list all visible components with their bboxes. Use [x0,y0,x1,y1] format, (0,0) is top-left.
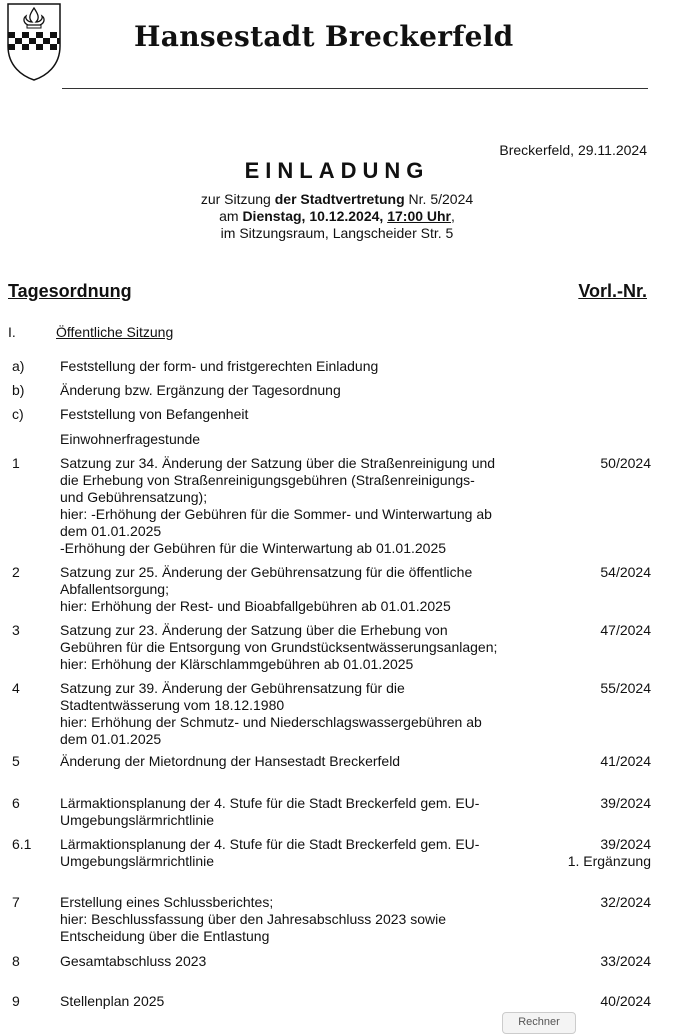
agenda-item-number: c) [12,406,24,422]
agenda-item-line: Änderung bzw. Ergänzung der Tagesordnung [60,382,341,398]
city-name: Hansestadt Breckerfeld [134,20,514,53]
agenda-item-text [60,622,530,673]
agenda-item-reference [600,993,651,1010]
reference-line: 50/2024 [600,455,651,471]
reference-heading: Vorl.-Nr. [578,281,647,301]
agenda-item-number: 4 [12,680,20,696]
header-divider [62,88,648,89]
agenda-item-text [60,358,530,375]
line2-bold: Dienstag, 10.12.2024, [242,208,388,224]
agenda-item-reference [600,455,651,472]
invitation-line-2 [0,208,674,225]
agenda-item-number: b) [12,382,25,398]
agenda-item-number: 6.1 [12,836,32,852]
line1-bold: der Stadtvertretung [274,191,405,207]
agenda-item-number: 7 [12,894,20,910]
reference-line: 39/2024 [600,836,651,852]
agenda-item-text [60,406,530,423]
calculator-button[interactable]: Rechner [502,1012,576,1034]
invitation-title: EINLADUNG [244,158,430,183]
agenda-item-text [60,564,530,615]
agenda-item-line: Satzung zur 39. Änderung der Gebührensatzung für die [60,680,405,696]
agenda-item-number: 5 [12,753,20,769]
reference-line: 33/2024 [600,953,651,969]
line1-post: Nr. 5/2024 [404,191,474,207]
agenda-item-text [60,431,530,448]
document-date: Breckerfeld, 29.11.2024 [499,142,647,158]
agenda-item-line: Erstellung eines Schlussberichtes; [60,894,274,910]
reference-line: 55/2024 [600,680,651,696]
agenda-item-line: Feststellung der form- und fristgerechten Einladung [60,358,379,374]
city-crest-logo [6,2,62,82]
agenda-item-text [60,753,530,770]
agenda-item-line: Einwohnerfragestunde [60,431,201,447]
reference-line: 41/2024 [600,753,651,769]
agenda-item-reference [600,795,651,812]
agenda-item-text [60,953,530,970]
line2-pre: am [219,208,243,224]
agenda-item-line: Stellenplan 2025 [60,993,165,1009]
reference-line: 40/2024 [600,993,651,1009]
agenda-item-line: dem 01.01.2025 [60,731,162,747]
agenda-item-number: 9 [12,993,20,1009]
agenda-item-number: 1 [12,455,20,471]
agenda-item-line: Satzung zur 25. Änderung der Gebührensatzung für die öffentliche [60,564,473,580]
agenda-item-text [60,382,530,399]
agenda-item-line: hier: -Erhöhung der Gebühren für die Sommer- und Winterwartung ab [60,506,492,522]
reference-line: 54/2024 [600,564,651,580]
line1-pre: zur Sitzung [200,191,275,207]
agenda-item-reference [600,753,651,770]
agenda-item-line: die Erhebung von Straßenreinigungsgebühren (Straßenreinigungs- [60,472,475,488]
agenda-item-reference [600,564,651,581]
agenda-item-line: Gebühren für die Entsorgung von Grundstücksentwässerungsanlagen; [60,639,498,655]
invitation-line-3: im Sitzungsraum, Langscheider Str. 5 [220,225,454,241]
agenda-item-line: hier: Erhöhung der Rest- und Bioabfallgebühren ab 01.01.2025 [60,598,451,614]
agenda-item-line: Lärmaktionsplanung der 4. Stufe für die Stadt Breckerfeld gem. EU- [60,836,480,852]
agenda-item-number: 3 [12,622,20,638]
line2-post: , [451,208,455,224]
agenda-item-line: Gesamtabschluss 2023 [60,953,207,969]
agenda-item-text [60,795,530,829]
agenda-item-number: 2 [12,564,20,580]
reference-line: 32/2024 [600,894,651,910]
agenda-item-text [60,993,530,1010]
agenda-item-reference [600,953,651,970]
agenda-item-reference [568,836,651,870]
agenda-heading: Tagesordnung [8,281,132,301]
agenda-item-number: 6 [12,795,20,811]
invitation-line-1 [0,191,674,208]
agenda-item-line: Entscheidung über die Entlastung [60,928,270,944]
agenda-item-line: hier: Erhöhung der Klärschlammgebühren ab 01.01.2025 [60,656,414,672]
reference-line: 1. Ergänzung [567,853,651,869]
agenda-item-line: -Erhöhung der Gebühren für die Winterwartung ab 01.01.2025 [60,540,447,556]
agenda-item-number: 8 [12,953,20,969]
meeting-time: 17:00 Uhr [387,208,452,224]
agenda-item-line: Umgebungslärmrichtlinie [60,812,215,828]
reference-line: 39/2024 [600,795,651,811]
agenda-item-line: hier: Beschlussfassung über den Jahresabschluss 2023 sowie [60,911,447,927]
agenda-item-reference [600,622,651,639]
reference-line: 47/2024 [600,622,651,638]
agenda-item-reference [600,894,651,911]
agenda-item-line: Lärmaktionsplanung der 4. Stufe für die Stadt Breckerfeld gem. EU- [60,795,480,811]
agenda-item-line: Satzung zur 34. Änderung der Satzung über die Straßenreinigung und [60,455,496,471]
section-title: Öffentliche Sitzung [56,324,174,340]
agenda-item-line: Änderung der Mietordnung der Hansestadt Breckerfeld [60,753,401,769]
agenda-item-line: und Gebührensatzung); [60,489,208,505]
agenda-item-line: hier: Erhöhung der Schmutz- und Niederschlagswassergebühren ab [60,714,482,730]
agenda-item-text [60,836,530,870]
agenda-item-line: dem 01.01.2025 [60,523,162,539]
section-number: I. [8,324,16,340]
agenda-item-number: a) [12,358,25,374]
agenda-item-line: Stadtentwässerung vom 18.12.1980 [60,697,285,713]
agenda-item-text [60,455,530,557]
agenda-item-line: Umgebungslärmrichtlinie [60,853,215,869]
agenda-item-line: Abfallentsorgung; [60,581,169,597]
agenda-item-line: Satzung zur 23. Änderung der Satzung über die Erhebung von [60,622,448,638]
agenda-item-reference [600,680,651,697]
agenda-item-line: Feststellung von Befangenheit [60,406,249,422]
agenda-item-text [60,680,530,748]
agenda-item-text [60,894,530,945]
